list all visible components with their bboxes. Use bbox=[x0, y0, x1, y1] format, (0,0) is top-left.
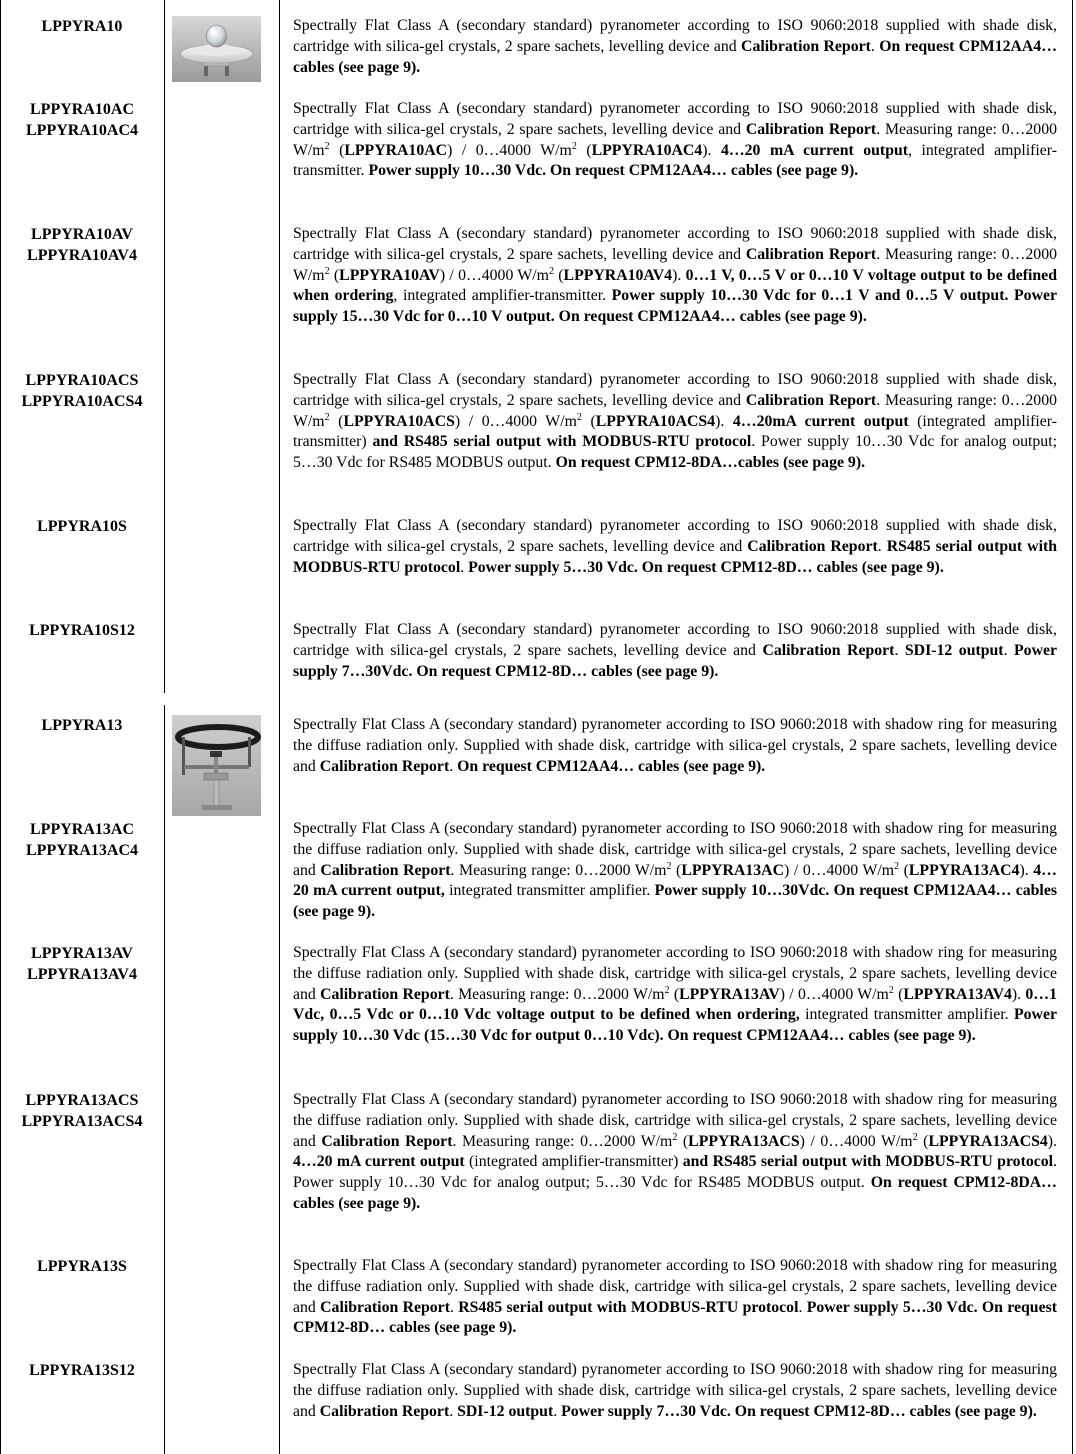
bold-text: Calibration Report bbox=[762, 641, 895, 659]
text-run: , integrated amplifier-transmitter. bbox=[293, 141, 1057, 180]
text-run: Spectrally Flat Class A (secondary standard) pyranometer according to ISO 9060:2018 supplied with shade disk, cartridge with silica-gel crystals, 2 spare sachets, levelling device and bbox=[293, 225, 1057, 263]
text-run: Spectrally Flat Class A (secondary standard) pyranometer according to ISO 9060:2018 with shadow ring for measuring the diffuse radiation only. Supplied with shade disk, cartridge with silica-gel crystals, 2 spare sachets, levelling device and bbox=[293, 1091, 1057, 1150]
bold-text: Power supply 10…30 Vdc (15…30 Vdc for output 0…10 Vdc). On request CPM12AA4… cables (see page 9). bbox=[293, 1006, 1057, 1045]
text-run: ( bbox=[917, 1132, 929, 1150]
text-run: . bbox=[870, 37, 880, 55]
product-code-line: LPPYRA13AV4 bbox=[27, 966, 137, 983]
text-run: ) / 0…4000 W/m bbox=[779, 985, 889, 1003]
product-description bbox=[293, 99, 1057, 182]
text-run: Spectrally Flat Class A (secondary standard) pyranometer according to ISO 9060:2018 supplied with shade disk, cartridge with silica-gel crystals, 2 spare sachets, levelling device and bbox=[293, 17, 1057, 55]
text-run: Spectrally Flat Class A (secondary standard) pyranometer according to ISO 9060:2018 with shadow ring for measuring the diffuse radiation only. Supplied with shade disk, cartridge with silica-gel crystals, 2 spare sachets, levelling device and bbox=[293, 944, 1057, 1003]
bold-text: LPPYRA13ACS4 bbox=[928, 1132, 1048, 1150]
bold-text: On request CPM12-8DA… cables (see page 9). bbox=[293, 1174, 1057, 1212]
bold-text: LPPYRA10AC bbox=[344, 141, 448, 159]
product-description bbox=[293, 1090, 1057, 1215]
product-code bbox=[2, 819, 162, 861]
product-description bbox=[293, 715, 1057, 777]
bold-text: 4…20 mA current output bbox=[293, 1153, 465, 1171]
superscript-text: 2 bbox=[894, 860, 900, 872]
text-run: ) / 0…4000 W/m bbox=[784, 861, 895, 879]
text-run: . bbox=[894, 641, 905, 659]
text-run: ). bbox=[715, 412, 733, 430]
product-code bbox=[2, 620, 162, 641]
text-run: . bbox=[1003, 641, 1015, 659]
bold-text: LPPYRA10AV bbox=[339, 266, 440, 284]
text-run: ( bbox=[329, 141, 345, 159]
product-description bbox=[293, 370, 1057, 474]
product-code-line: LPPYRA10S12 bbox=[29, 622, 135, 639]
product-description bbox=[293, 224, 1057, 328]
text-run: ( bbox=[329, 266, 340, 284]
text-run: ( bbox=[669, 985, 680, 1003]
bold-text: RS485 serial output with MODBUS-RTU protocol bbox=[458, 1298, 799, 1316]
text-run: . Power supply 10…30 Vdc for analog output; 5…30 Vdc for RS485 MODBUS output. bbox=[293, 1153, 1057, 1192]
text-run: , integrated amplifier-transmitter. bbox=[393, 287, 612, 305]
bold-text: LPPYRA13AC bbox=[681, 861, 784, 879]
text-run: . Power supply 10…30 Vdc for analog output; 5…30 Vdc for RS485 MODBUS output. bbox=[293, 433, 1057, 472]
superscript-text: 2 bbox=[672, 1131, 678, 1143]
bold-text: SDI-12 output bbox=[457, 1402, 554, 1420]
bold-text: SDI-12 output bbox=[904, 641, 1004, 659]
product-description bbox=[293, 620, 1057, 682]
shadow-ring-image bbox=[172, 715, 261, 816]
product-code-line: LPPYRA10AC4 bbox=[26, 122, 138, 139]
product-code bbox=[2, 943, 162, 985]
superscript-text: 2 bbox=[576, 411, 582, 423]
bold-text: Calibration Report bbox=[320, 1298, 450, 1316]
text-run: ( bbox=[677, 1132, 689, 1150]
text-run: Spectrally Flat Class A (secondary standard) pyranometer according to ISO 9060:2018 with shadow ring for measuring the diffuse radiation only. Supplied with shade disk, cartridge with silica-gel crystals, 2 spare sachets, levelling device and bbox=[293, 1361, 1057, 1420]
pyranometer-image bbox=[172, 16, 261, 82]
text-run: Spectrally Flat Class A (secondary standard) pyranometer according to ISO 9060:2018 supplied with shade disk, cartridge with silica-gel crystals, 2 spare sachets, levelling device and bbox=[293, 100, 1057, 138]
text-run: ). bbox=[1011, 985, 1026, 1003]
bold-text: On request CPM12AA4… cables (see page 9). bbox=[457, 757, 766, 775]
product-code-line: LPPYRA10S bbox=[37, 518, 127, 535]
text-run: . bbox=[798, 1298, 807, 1316]
text-run: . Measuring range: 0…2000 W/m bbox=[293, 245, 1058, 284]
text-run: ). bbox=[672, 266, 686, 284]
product-code-line: LPPYRA10 bbox=[41, 18, 123, 35]
bold-text: Calibration Report bbox=[747, 537, 878, 555]
text-run: ( bbox=[329, 412, 344, 430]
bold-text: Calibration Report bbox=[319, 757, 450, 775]
product-code-line: LPPYRA13AV bbox=[31, 945, 133, 962]
text-run: . bbox=[449, 1402, 458, 1420]
bold-text: Calibration Report bbox=[320, 985, 450, 1003]
text-run: ) / 0…4000 W/m bbox=[439, 266, 549, 284]
product-code bbox=[2, 516, 162, 537]
bold-text: LPPYRA10ACS4 bbox=[595, 412, 716, 430]
text-run: (integrated amplifier-transmitter) bbox=[293, 412, 1057, 451]
text-run: Spectrally Flat Class A (secondary standard) pyranometer according to ISO 9060:2018 supplied with shade disk, cartridge with silica-gel crystals, 2 spare sachets, levelling device and bbox=[293, 517, 1057, 555]
product-code-line: LPPYRA13 bbox=[41, 717, 123, 734]
product-code bbox=[2, 715, 162, 736]
text-run: . Measuring range: 0…2000 W/m bbox=[293, 391, 1058, 430]
superscript-text: 2 bbox=[548, 265, 554, 277]
bold-text: Calibration Report bbox=[745, 120, 877, 138]
text-run: ( bbox=[553, 266, 564, 284]
product-code bbox=[2, 1090, 162, 1132]
product-code-line: LPPYRA10ACS4 bbox=[21, 393, 143, 410]
bold-text: 0…1 Vdc, 0…5 Vdc or 0…10 Vdc voltage output to be defined when ordering, bbox=[293, 985, 1057, 1024]
product-code-line: LPPYRA13AC4 bbox=[26, 842, 138, 859]
text-run: . Measuring range: 0…2000 W/m bbox=[450, 861, 667, 879]
text-run: ( bbox=[576, 141, 592, 159]
product-code bbox=[2, 16, 162, 37]
text-run: ). bbox=[1019, 861, 1034, 879]
text-run: . bbox=[877, 537, 887, 555]
text-run: (integrated amplifier-transmitter) bbox=[464, 1153, 683, 1171]
bold-text: Power supply 5…30 Vdc. On request CPM12-8D… cables (see page 9). bbox=[468, 558, 944, 576]
text-run: . bbox=[553, 1402, 562, 1420]
text-run: . Measuring range: 0…2000 W/m bbox=[452, 1132, 673, 1150]
text-run: . Measuring range: 0…2000 W/m bbox=[293, 120, 1058, 159]
bold-text: Calibration Report bbox=[320, 861, 451, 879]
bold-text: 0…1 V, 0…5 V or 0…10 V voltage output to be defined when ordering bbox=[293, 266, 1057, 305]
bold-text: LPPYRA10ACS bbox=[343, 412, 455, 430]
bold-text: On request CPM12-8DA…cables (see page 9). bbox=[555, 454, 866, 472]
bold-text: LPPYRA10AV4 bbox=[563, 266, 673, 284]
text-run: Spectrally Flat Class A (secondary standard) pyranometer according to ISO 9060:2018 with shadow ring for measuring the diffuse radiation only. Supplied with shade disk, cartridge with silica-gel crystals, 2 spare sachets, levelling device and bbox=[293, 1257, 1057, 1316]
table-left-border bbox=[0, 0, 1, 1454]
bold-text: On request CPM12AA4… cables (see page 9). bbox=[293, 37, 1058, 76]
product-code-line: LPPYRA10AC bbox=[30, 101, 134, 118]
text-run: ( bbox=[671, 861, 682, 879]
bold-text: Power supply 7…30 Vdc. On request CPM12-8D… cables (see page 9). bbox=[561, 1402, 1037, 1420]
bold-text: Power supply 10…30 Vdc for 0…1 V and 0…5 V output. Power supply 15…30 Vdc for 0…10 V output. On request CPM12AA4… cables (see page 9). bbox=[293, 287, 1057, 326]
product-code bbox=[2, 1360, 162, 1381]
bold-text: LPPYRA13AC4 bbox=[908, 861, 1020, 879]
bold-text: 4…20 mA current output, bbox=[293, 861, 1057, 900]
product-code bbox=[2, 224, 162, 266]
product-code bbox=[2, 1256, 162, 1277]
bold-text: Power supply 7…30Vdc. On request CPM12-8D… cables (see page 9). bbox=[293, 641, 1058, 680]
bold-text: Calibration Report bbox=[319, 1402, 450, 1420]
product-code-line: LPPYRA10AV4 bbox=[27, 247, 137, 264]
product-code-line: LPPYRA13S12 bbox=[29, 1362, 135, 1379]
text-run: ) / 0…4000 W/m bbox=[799, 1132, 913, 1150]
bold-text: Power supply 10…30Vdc. On request CPM12AA4… cables (see page 9). bbox=[293, 882, 1057, 921]
table-right-border bbox=[1072, 0, 1073, 1454]
bold-text: LPPYRA10AC4 bbox=[591, 141, 703, 159]
bold-text: RS485 serial output with MODBUS-RTU protocol bbox=[293, 537, 1058, 576]
superscript-text: 2 bbox=[888, 984, 894, 996]
bold-text: and RS485 serial output with MODBUS-RTU protocol bbox=[372, 433, 752, 451]
bold-text: 4…20 mA current output bbox=[720, 141, 909, 159]
product-description bbox=[293, 16, 1057, 78]
superscript-text: 2 bbox=[324, 411, 330, 423]
column-divider-code bbox=[164, 705, 165, 1454]
column-divider-image bbox=[279, 0, 280, 1454]
product-code-line: LPPYRA13S bbox=[37, 1258, 127, 1275]
product-code-line: LPPYRA13ACS4 bbox=[21, 1113, 143, 1130]
product-description bbox=[293, 943, 1057, 1047]
product-code-line: LPPYRA13AC bbox=[30, 821, 134, 838]
bold-text: Power supply 5…30 Vdc. On request CPM12-8D… cables (see page 9). bbox=[293, 1298, 1057, 1337]
bold-text: and RS485 serial output with MODBUS-RTU protocol bbox=[682, 1153, 1054, 1171]
text-run: . bbox=[449, 757, 458, 775]
product-code bbox=[2, 99, 162, 141]
text-run: ). bbox=[702, 141, 721, 159]
bold-text: LPPYRA13ACS bbox=[688, 1132, 800, 1150]
product-code bbox=[2, 370, 162, 412]
superscript-text: 2 bbox=[666, 860, 672, 872]
text-run: . Measuring range: 0…2000 W/m bbox=[449, 985, 665, 1003]
text-run: ( bbox=[581, 412, 596, 430]
text-run: ). bbox=[1047, 1132, 1058, 1150]
bold-text: Calibration Report bbox=[741, 37, 871, 55]
superscript-text: 2 bbox=[324, 140, 330, 152]
text-run: Spectrally Flat Class A (secondary standard) pyranometer according to ISO 9060:2018 supplied with shade disk, cartridge with silica-gel crystals, 2 spare sachets, levelling device and bbox=[293, 621, 1057, 659]
text-run: integrated transmitter amplifier. bbox=[799, 1006, 1014, 1024]
bold-text: Calibration Report bbox=[745, 391, 877, 409]
superscript-text: 2 bbox=[912, 1131, 918, 1143]
product-code-line: LPPYRA13ACS bbox=[25, 1092, 139, 1109]
text-run: Spectrally Flat Class A (secondary standard) pyranometer according to ISO 9060:2018 with shadow ring for measuring the diffuse radiation only. Supplied with shade disk, cartridge with silica-gel crystals, 2 spare sachets, levelling device and bbox=[293, 716, 1057, 775]
bold-text: 4…20mA current output bbox=[732, 412, 909, 430]
product-code-line: LPPYRA10ACS bbox=[25, 372, 139, 389]
text-run: ) / 0…4000 W/m bbox=[454, 412, 577, 430]
superscript-text: 2 bbox=[664, 984, 670, 996]
text-run: Spectrally Flat Class A (secondary standard) pyranometer according to ISO 9060:2018 supplied with shade disk, cartridge with silica-gel crystals, 2 spare sachets, levelling device and bbox=[293, 371, 1057, 409]
text-run: ( bbox=[899, 861, 909, 879]
superscript-text: 2 bbox=[571, 140, 577, 152]
bold-text: Calibration Report bbox=[745, 245, 877, 263]
text-run: . bbox=[460, 558, 469, 576]
column-divider-code bbox=[164, 0, 165, 693]
text-run: integrated transmitter amplifier. bbox=[444, 882, 655, 900]
bold-text: Calibration Report bbox=[321, 1132, 453, 1150]
superscript-text: 2 bbox=[324, 265, 330, 277]
product-description bbox=[293, 516, 1057, 578]
bold-text: Power supply 10…30 Vdc. On request CPM12AA4… cables (see page 9). bbox=[368, 162, 859, 180]
product-description bbox=[293, 819, 1057, 923]
text-run: ( bbox=[893, 985, 904, 1003]
product-description bbox=[293, 1256, 1057, 1339]
bold-text: LPPYRA13AV bbox=[679, 985, 780, 1003]
bold-text: LPPYRA13AV4 bbox=[903, 985, 1012, 1003]
product-code-line: LPPYRA10AV bbox=[31, 226, 133, 243]
text-run: Spectrally Flat Class A (secondary standard) pyranometer according to ISO 9060:2018 with shadow ring for measuring the diffuse radiation only. Supplied with shade disk, cartridge with silica-gel crystals, 2 spare sachets, levelling device and bbox=[293, 820, 1057, 879]
text-run: ) / 0…4000 W/m bbox=[447, 141, 572, 159]
product-description bbox=[293, 1360, 1057, 1422]
text-run: . bbox=[449, 1298, 459, 1316]
